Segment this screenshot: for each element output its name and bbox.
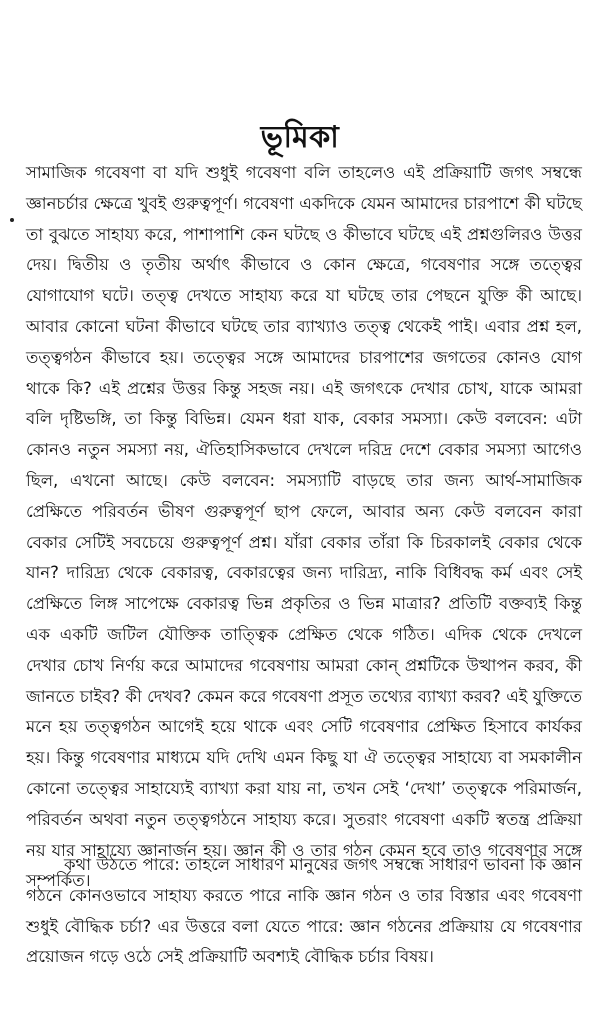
paragraph-1: সামাজিক গবেষণা বা যদি শুধুই গবেষণা বলি তাহলেও এই প্রক্রিয়াটি জগৎ সম্বন্ধে জ্ঞানচর্চার ক্ষেত্রে খুবই গুরুত্বপূর্ণ। গবেষণা একদিকে যেমন আমাদের চারপাশে কী ঘটছে তা বুঝতে সাহায্য করে, পাশাপাশি কেন ঘটছে ও কীভাবে ঘটছে এই প্রশ্নগুলিরও উত্তর দেয়। দ্বিতীয় ও তৃতীয় অর্থাৎ কীভাবে ও কোন ক্ষেত্রে, গবেষণার সঙ্গে তত্ত্বের যোগাযোগ ঘটে। তত্ত্ব দেখতে সাহায্য করে যা ঘটছে তার পেছনে যুক্তি কী আছে। আবার কোনো ঘটনা কীভাবে ঘটছে তার ব্যাখ্যাও তত্ত্ব থেকেই পাই। এবার প্রশ্ন হল, তত্ত্বগঠন কীভাবে হয়। তত্ত্বের সঙ্গে আমাদের চারপাশের জগতের কোনও যোগ থাকে কি? এই প্রশ্নের উত্তর কিন্তু সহজ নয়। এই জগৎকে দেখার চোখ, যাকে আমরা বলি দৃষ্টিভঙ্গি, তা কিন্তু বিভিন্ন। যেমন ধরা যাক, বেকার সমস্যা। কেউ বলবেন: এটা কোনও নতুন সমস্যা নয়, ঐতিহাসিকভাবে দেখলে দরিদ্র দেশে বেকার সমস্যা আগেও ছিল, এখনো আছে। কেউ বলবেন: সমস্যাটি বাড়ছে তার জন্য আর্থ-সামাজিক প্রেক্ষিতে পরিবর্তন ভীষণ গুরুত্বপূর্ণ ছাপ ফেলে, আবার অন্য কেউ বলবেন কারা বেকার সেটিই সবচেয়ে গুরুত্বপূর্ণ প্রশ্ন। যাঁরা বেকার তাঁরা কি চিরকালই বেকার থেকে যান? দারিদ্র্য থেকে বেকারত্ব, বেকারত্বের জন্য দারিদ্র্য, নাকি বিধিবদ্ধ কর্ম এবং সেই প্রেক্ষিতে লিঙ্গ সাপেক্ষে বেকারত্ব ভিন্ন প্রকৃতির ও ভিন্ন মাত্রার? প্রতিটি বক্তব্যই কিন্তু এক একটি জটিল যৌক্তিক তাত্ত্বিক প্রেক্ষিত থেকে গঠিত। এদিক থেকে দেখলে দেখার চোখ নির্ণয় করে আমাদের গবেষণায় আমরা কোন্ প্রশ্নটিকে উত্থাপন করব, কী জানতে চাইব? কী দেখব? কেমন করে গবেষণা প্রসূত তথ্যের ব্যাখ্যা করব? এই যুক্তিতে মনে হয় তত্ত্বগঠন আগেই হয়ে থাকে এবং সেটি গবেষণার প্রেক্ষিত হিসাবে কার্যকর হয়। কিন্তু গবেষণার মাধ্যমে যদি দেখি এমন কিছু যা ঐ তত্ত্বের সাহায্যে বা সমকালীন কোনো তত্ত্বের সাহায্যেই ব্যাখ্যা করা যায় না, তখন সেই ‘দেখা’ তত্ত্বকে পরিমার্জন, পরিবর্তন অথবা নতুন তত্ত্বগঠনে সাহায্য করে। সুতরাং গবেষণা একটি স্বতন্ত্র প্রক্রিয়া নয় যার সাহায্যে জ্ঞানার্জন হয়। জ্ঞান কী ও তার গঠন কেমন হবে তাও গবেষণার সঙ্গে সম্পর্কিত। (26, 163, 582, 891)
margin-ink-mark (10, 218, 14, 222)
paragraph-2: কথা উঠতে পারে: তাহলে সাধারণ মানুষের জগৎ সম্বন্ধে সাধারণ ভাবনা কি জ্ঞান গঠনে কোনওভাবে সাহায্য করতে পারে নাকি জ্ঞান গঠন ও তার বিস্তার এবং গবেষণা শুধুই বৌদ্ধিক চর্চা? এর উত্তরে বলা যেতে পারে: জ্ঞান গঠনের প্রক্রিয়ায় যে গবেষণার প্রয়োজন গড়ে ওঠে সেই প্রক্রিয়াটি অবশ্যই বৌদ্ধিক চর্চার বিষয়। (26, 855, 582, 967)
chapter-title: ভূমিকা (260, 120, 340, 156)
